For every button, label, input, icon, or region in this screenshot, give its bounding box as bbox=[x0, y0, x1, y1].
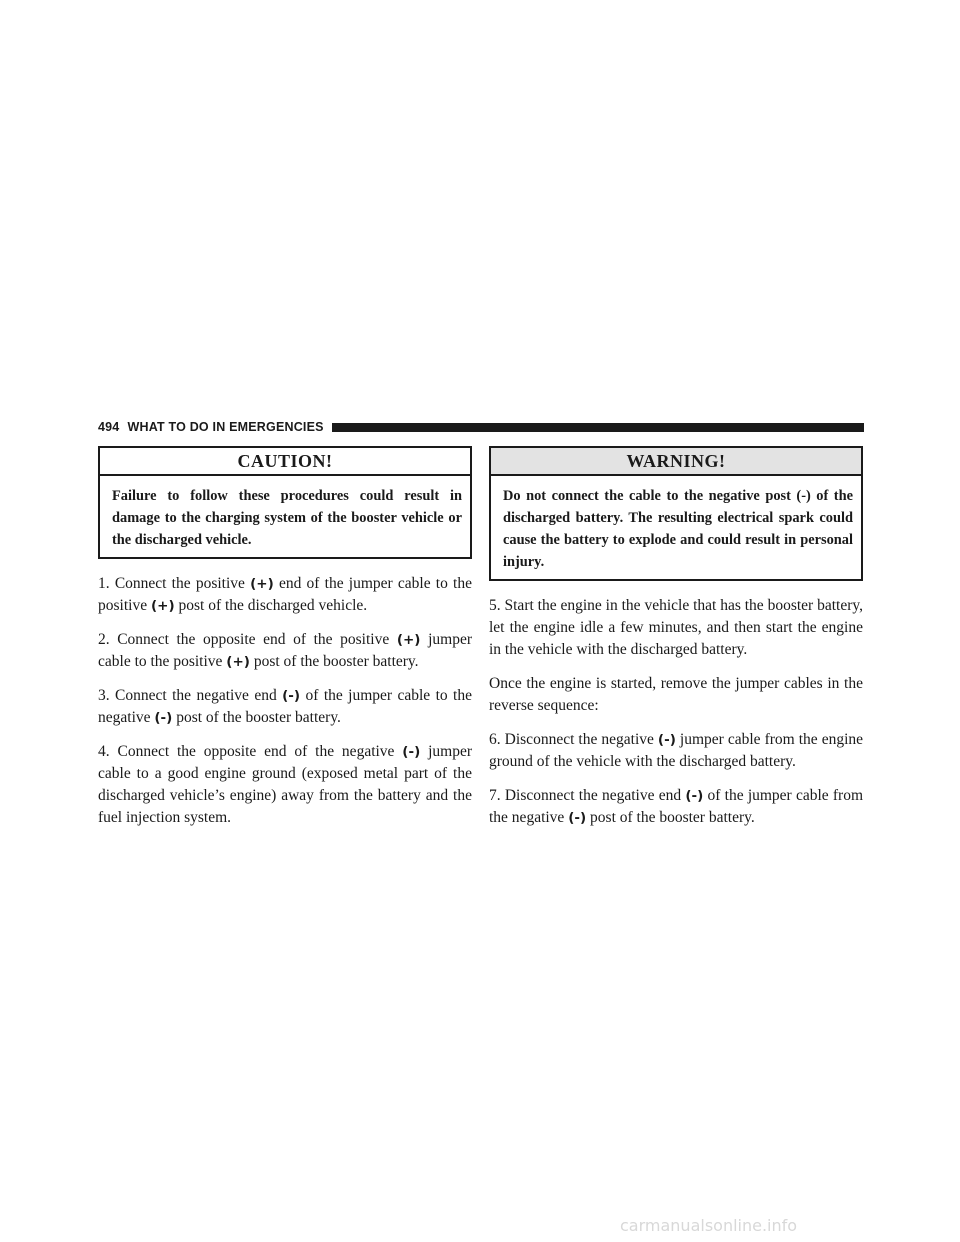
header-rule bbox=[332, 423, 864, 432]
step-1: 1. Connect the positive (+) end of the jumper cable to the positive (+) post of the discharged vehicle. bbox=[98, 575, 472, 614]
warning-title: WARNING! bbox=[491, 448, 861, 476]
step-3: 3. Connect the negative end (-) of the jumper cable to the negative (-) post of the booster battery. bbox=[98, 687, 472, 726]
page-number: 494 bbox=[98, 420, 120, 434]
right-column bbox=[489, 446, 863, 841]
warning-box bbox=[489, 446, 863, 581]
page-header bbox=[98, 418, 864, 436]
left-column bbox=[98, 446, 472, 841]
step-6: 6. Disconnect the negative (-) jumper cable from the engine ground of the vehicle with the discharged battery. bbox=[489, 731, 864, 770]
step-7: 7. Disconnect the negative end (-) of the jumper cable from the negative (-) post of the booster battery. bbox=[489, 787, 864, 826]
warning-body: Do not connect the cable to the negative post (-) of the discharged battery. The resulting electrical spark could cause the battery to explode and could result in personal injury. bbox=[503, 488, 853, 570]
caution-title: CAUTION! bbox=[100, 448, 470, 476]
reverse-sequence-note: Once the engine is started, remove the jumper cables in the reverse sequence: bbox=[489, 675, 863, 714]
watermark: carmanualsonline.info bbox=[620, 1216, 798, 1235]
step-4: 4. Connect the opposite end of the negative (-) jumper cable to a good engine ground (exposed metal part of the discharged vehicle’s engine) away from the battery and the fuel injection system. bbox=[98, 743, 473, 826]
step-2: 2. Connect the opposite end of the positive (+) jumper cable to the positive (+) post of the booster battery. bbox=[98, 631, 472, 670]
section-title: WHAT TO DO IN EMERGENCIES bbox=[127, 420, 324, 434]
caution-box bbox=[98, 446, 472, 559]
caution-body: Failure to follow these procedures could result in damage to the charging system of the booster vehicle or the discharged vehicle. bbox=[112, 488, 462, 548]
step-5: 5. Start the engine in the vehicle that has the booster battery, let the engine idle a few minutes, and then start the engine in the vehicle with the discharged battery. bbox=[489, 597, 863, 658]
